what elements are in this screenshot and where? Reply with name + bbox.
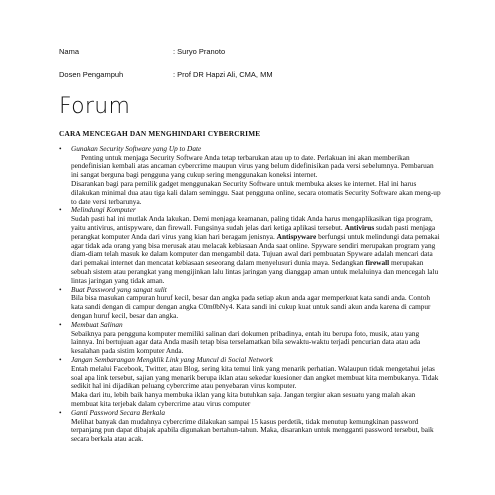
item-paragraph: Penting untuk menjaga Security Software Anda tetap terbarukan atau up to date. Perlakuan ini akan memberikan pendefinisian kembali atas ancaman cybercrime maupun virus yang belum didefinisikan pada versi sebelumnya. Pembaruan ini sangat berguna bagi pengguna yang cukup sering menggunakan koneksi internet. <box>71 152 434 180</box>
item-title: • Buat Password yang sangat sulit <box>71 284 167 294</box>
list-item <box>59 286 443 321</box>
list-item <box>59 206 443 285</box>
item-paragraph: Entah melalui Facebook, Twitter, atau Blog, sering kita temui link yang menarik perhatian. Walaupun tidak mengetahui jelas soal apa link tersebut, sajian yang menarik berupa iklan atau sekedar kuesioner dan angket membuat kita membukanya. Tidak sedikit hal ini dijadikan peluang cybercrime atau penyebaran virus komputer. <box>71 363 439 391</box>
name-label: Nama <box>59 47 80 56</box>
bold-term: firewall <box>365 258 390 268</box>
tips-list <box>59 145 443 444</box>
item-title: • Melindungi Komputer <box>71 205 136 215</box>
bold-term: Antispyware <box>276 231 317 241</box>
item-paragraph: Disarankan bagi para pemilik gadget menggunakan Security Software untuk membuka akses ke internet. Hal ini harus dilakukan minimal dua atau tiga kali dalam seminggu. Saat pengguna online, secara otomatis Security Software akan meng-up to date versi terbarunya. <box>71 178 441 206</box>
page-title: Forum <box>59 94 131 119</box>
text-run: Sudah pasti hal ini mutlak Anda lakukan. Demi menjaga keamanan, paling tidak Anda harus mengaplikasikan tiga program, yaitu antivirus, antispyware, dan firewall. Fungsinya sudah jelas dari ketiga aplikasi tersebut. <box>71 214 433 232</box>
list-item <box>59 321 443 356</box>
item-title: • Jangan Sembarangan Mengklik Link yang Muncul di Social Network <box>71 354 273 364</box>
list-item <box>59 409 443 444</box>
item-paragraph: Bila bisa masukan campuran huruf kecil, besar dan angka pada setiap akun anda agar memperkuat kata sandi anda. Contoh kata sandi dengan di campur dengan angka C0m0bNy4. Kata sandi ini cukup kuat untuk sandi akun anda karena di campur dengan huruf kecil, besar dan angka. <box>71 293 431 320</box>
section-heading: CARA MENCEGAH DAN MENGHINDARI CYBERCRIME <box>59 129 261 138</box>
item-paragraph <box>71 215 443 285</box>
item-title: • Ganti Password Secara Berkala <box>71 407 165 417</box>
text-run: sudah pasti menjaga perangkat komputer Anda dari virus yang kian hari beragam jenisnya. <box>71 222 436 241</box>
item-paragraph: Sebaiknya para pengguna komputer memiliki salinan dari dokumen pribadinya, entah itu berupa foto, musik, atau yang lainnya. Ini bertujuan agar data Anda masih tetap bisa terselamatkan bila sewaktu-waktu terjadi pencurian data atau ada kesalahan pada sistim komputer Anda. <box>71 328 421 356</box>
list-item <box>59 145 443 207</box>
text-run: merupakan sebuah sistem atau perangkat yang mengijinkan lalu lintas jaringan yang dianggap aman untuk melaluinya dan mencegah lalu lintas jaringan yang tidak aman. <box>71 258 439 285</box>
text-run: berfungsi untuk melindungi data pemakai agar tidak ada orang yang bisa merusak atau melacak kebiasaan Anda saat online. Spyware sendiri merupakan program yang diam-diam telah masuk ke dalam komputer dan mengambil data. Tujuan awal dari pembuatan Spyware adalah mencari data dari pemakai internet dan mencatat kebiasaan seseorang dalam menyelusuri dunia maya. Sedangkan <box>71 231 440 268</box>
advisor-label: Dosen Pengampuh <box>59 70 124 79</box>
name-value: : Suryo Pranoto <box>173 47 226 56</box>
advisor-value: : Prof DR Hapzi Ali, CMA, MM <box>173 70 273 79</box>
bold-term: Antivirus <box>344 222 375 232</box>
item-title: • Membuat Salinan <box>71 319 123 329</box>
item-paragraph: Melihat banyak dan mudahnya cybercrime dilakukan sampai 15 kasus perdetik, tidak menutup kemungkinan password terpanjang pun dapat dibajak apabila digunakan bertahun-tahun. Maka, disarankan untuk mengganti password tersebut, baik secara berkala atau acak. <box>71 416 434 444</box>
item-title: • Gunakan Security Software yang Up to Date <box>71 143 202 153</box>
item-paragraph: Maka dari itu, lebih baik hanya membuka iklan yang kita butuhkan saja. Jangan tergiur akan sesuatu yang malah akan membuat kita terjebak dalam cybercrime atau virus computer <box>71 390 416 408</box>
document-body <box>59 130 443 444</box>
list-item <box>59 356 443 409</box>
